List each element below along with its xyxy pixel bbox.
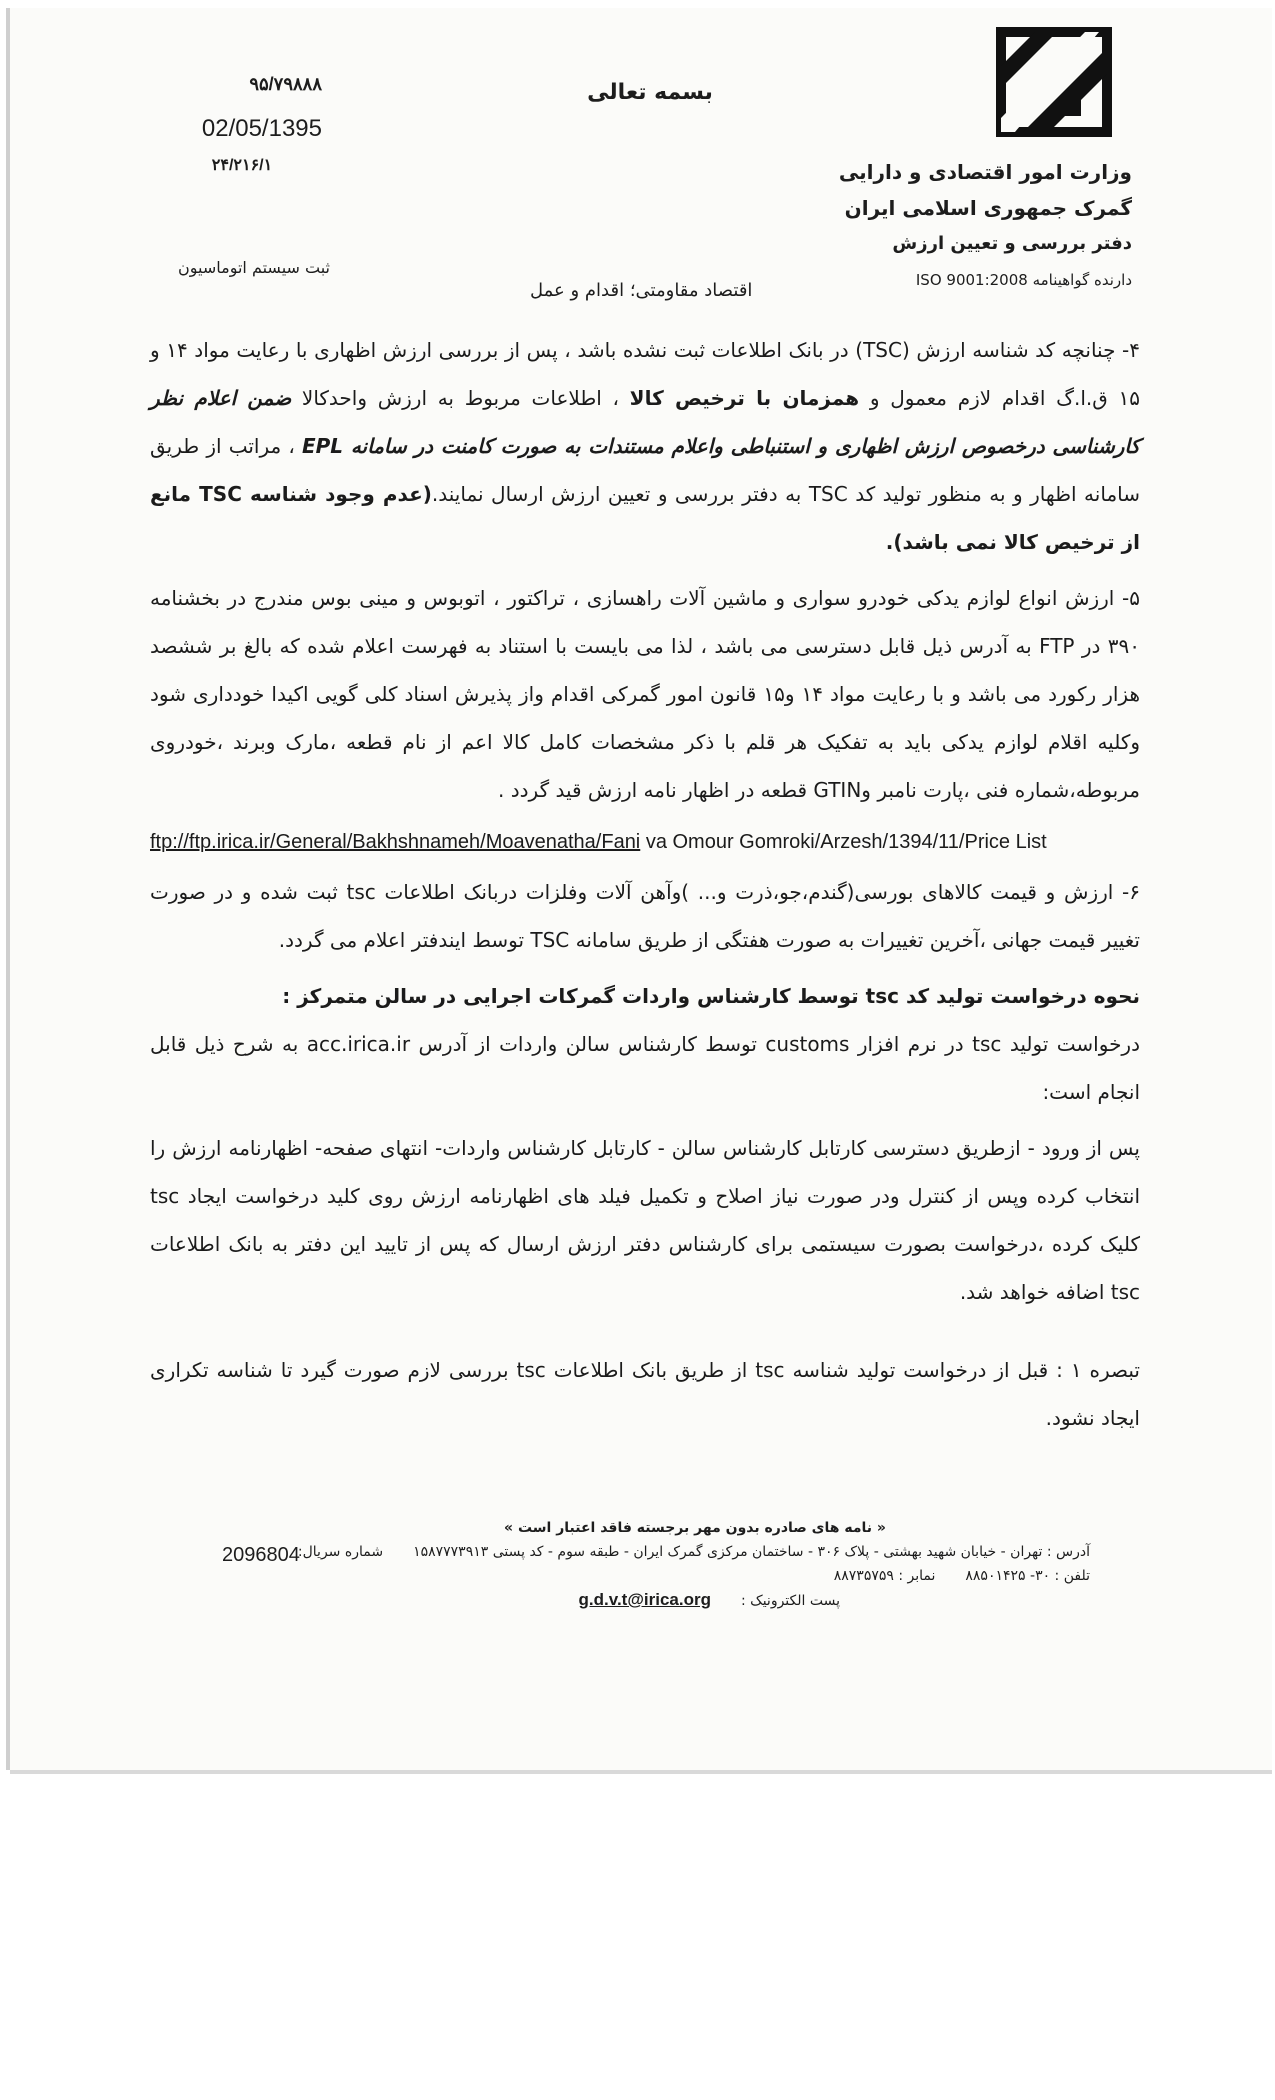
note-1: تبصره ۱ : قبل از درخواست تولید شناسه tsc از طریق بانک اطلاعات tsc بررسی لازم صورت گیرد تا شناسه تکراری ایجاد نشود.: [150, 1358, 1140, 1430]
p4-bold-italic-opinion: ضمن اعلام نظر کارشناسی درخصوص ارزش اظهاری و استنباطی واعلام مستندات به صورت کامنت در سامانه EPL: [150, 386, 1140, 458]
letter-reference: ۲۴/۲۱۶/۱: [211, 157, 273, 174]
footer-email-row: [180, 1588, 1090, 1613]
department-name: دفتر بررسی و تعیین ارزش: [892, 233, 1132, 254]
ftp-link[interactable]: ftp://ftp.irica.ir/General/Bakhshnameh/Moavenatha/Fani: [150, 831, 641, 853]
section-title: نحوه درخواست تولید کد tsc توسط کارشناس واردات گمرکات اجرایی در سالن متمرکز :: [282, 984, 1140, 1008]
motto: اقتصاد مقاومتی؛ اقدام و عمل: [530, 280, 753, 301]
basmala: بسمه تعالی: [587, 80, 713, 105]
p4-text-a: ۴- چنانچه کد شناسه ارزش (TSC) در بانک اطلاعات ثبت نشده باشد ، پس از بررسی ارزش اظهاری با رعایت مواد ۱۴ و ۱۵ ق.ا.گ اقدام لازم معمول و: [150, 338, 1140, 410]
paragraph-request: درخواست تولید tsc در نرم افزار customs توسط کارشناس سالن واردات از آدرس acc.irica.ir به شرح ذیل قابل انجام است:: [150, 1032, 1140, 1104]
letterhead: [772, 154, 1132, 298]
footer-phone: تلفن : ۳۰- ۸۸۵۰۱۴۲۵: [965, 1568, 1090, 1584]
paragraph-steps: پس از ورود - ازطریق دسترسی کارتابل کارشناس سالن - کارتابل کارشناس واردات- انتهای صفحه- اظهارنامه ارزش را انتخاب کرده وپس از کنترل ودر صورت نیاز اصلاح و تکمیل فیلد های اظهارنامه ارزش روی کلید درخواست ایجاد tsc کلیک کرده ،درخواست بصورت سیستمی برای کارشناس دفتر ارزش ارسال که پس از تایید این دفتر به بانک اطلاعات tsc اضافه خواهد شد.: [150, 1136, 1140, 1304]
letter-body: [150, 326, 1140, 1450]
paragraph-5: ۵- ارزش انواع لوازم یدکی خودرو سواری و ماشین آلات راهسازی ، تراکتور ، اتوبوس و مینی بوس مندرج در بخشنامه ۳۹۰ در FTP به آدرس ذیل قابل دسترسی می باشد ، لذا می بایست با استناد به فهرست اعلام شده که بالغ بر ششصد هزار رکورد می باشد و با رعایت مواد ۱۴ و۱۵ قانون امور گمرکی اقدام واز پذیرش اسناد کلی گویی اکیدا خودداری شود وکلیه اقلام لوازم یدکی باید به تفکیک هر قلم با ذکر مشخصات کامل کالا اعم از نام قطعه ،مارک وبرند ،خودروی مربوطه،شماره فنی ،پارت نامبر وGTIN قطعه در اظهار نامه ارزش قید گردد .: [150, 586, 1141, 802]
letter-date: 02/05/1395: [201, 115, 322, 142]
letter-meta: [162, 74, 322, 175]
footer-address-row: [180, 1540, 1090, 1564]
p4-text-e: ، مراتب از طریق سامانه اظهار و به منظور تولید کد TSC به دفتر بررسی و تعیین ارزش ارسال نمایند.: [150, 434, 1141, 506]
email-link[interactable]: g.d.v.t@irica.org: [578, 1590, 711, 1609]
ftp-url-line: [150, 822, 1140, 862]
footer-fax: نمابر : ۸۸۷۳۵۷۵۹: [833, 1568, 936, 1584]
footer-notice: « نامه های صادره بدون مهر برجسته فاقد اعتبار است »: [504, 1520, 886, 1536]
letter-number: ۹۵/۷۹۸۸۸: [249, 74, 322, 94]
p4-text-c: ، اطلاعات مربوط به ارزش واحدکالا: [291, 386, 630, 410]
email-label: پست الکترونیک :: [741, 1593, 840, 1609]
paragraph-6: ۶- ارزش و قیمت کالاهای بورسی(گندم،جو،ذرت و... )وآهن آلات وفلزات دربانک اطلاعات tsc ثبت شده و در صورت تغییر قیمت جهانی ،آخرین تغییرات به صورت هفتگی از طریق سامانه TSC توسط ایندفتر اعلام می گردد.: [150, 880, 1140, 952]
serial-label: شماره سریال:: [297, 1544, 384, 1560]
footer-address: آدرس : تهران - خیابان شهید بهشتی - پلاک ۳۰۶ - ساختمان مرکزی گمرک ایران - طبقه سوم - کد پستی ۱۵۸۷۷۷۳۹۱۳: [413, 1544, 1090, 1560]
ministry-name: وزارت امور اقتصادی و دارایی: [838, 160, 1132, 184]
customs-logo-icon: [995, 26, 1113, 138]
automation-registration: ثبت سیستم اتوماسیون: [178, 258, 331, 277]
p4-bold-note: (عدم وجود شناسه TSC مانع از ترخیص کالا نمی باشد).: [150, 482, 1140, 554]
letter-footer: [180, 1516, 1090, 1613]
customs-name: گمرک جمهوری اسلامی ایران: [844, 196, 1132, 220]
letter-page: [10, 8, 1272, 1770]
iso-certification: دارنده گواهینامه ISO 9001:2008: [915, 271, 1132, 289]
serial-number: 2096804: [222, 1544, 300, 1566]
paragraph-4: [150, 326, 1140, 566]
p4-bold-clearance: همزمان با ترخیص کالا: [629, 386, 860, 410]
ftp-url-rest: va Omour Gomroki/Arzesh/1394/11/Price List: [640, 831, 1047, 853]
footer-contact-row: [180, 1564, 1090, 1588]
